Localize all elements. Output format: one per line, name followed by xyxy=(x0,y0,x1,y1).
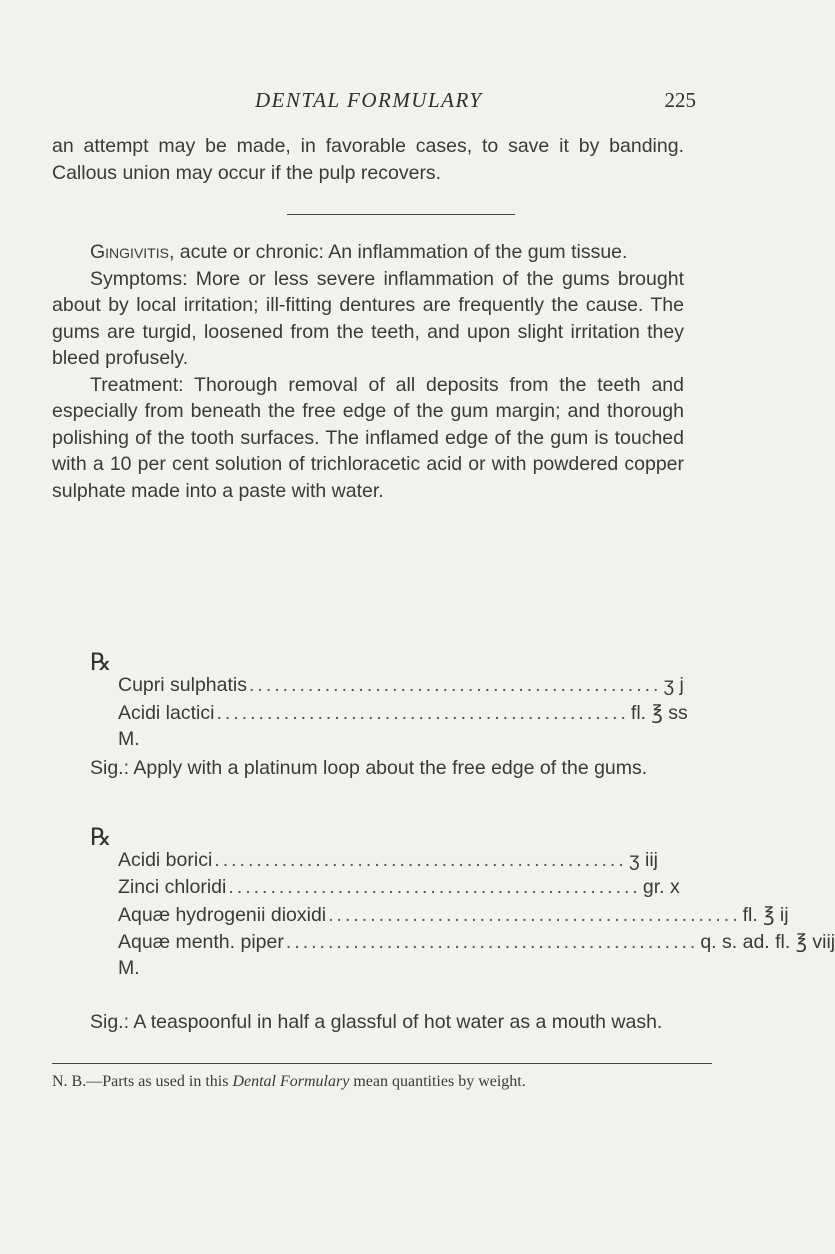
treatment-paragraph: Treatment: Thorough removal of all deposits from the teeth and especially from beneath the free edge of the gum margin; and thorough polishing of the tooth surfaces. The inflamed edge of the gum is touched with a 10 per cent solution of trichloracetic acid or with powdered copper sulphate made into a paste with water. xyxy=(52,373,684,502)
rx-item-qty: fl. ℥ ss xyxy=(630,702,688,724)
gingivitis-term: Gingivitis, xyxy=(90,241,175,263)
rx-item xyxy=(118,849,658,876)
misce: M. xyxy=(118,957,140,979)
leader-dots: ................................................. xyxy=(216,702,629,724)
footnote-text: N. B.—Parts as used in this xyxy=(52,1073,233,1090)
rx-item-name: Acidi borici xyxy=(118,849,213,871)
gingivitis-section xyxy=(52,239,684,504)
footnote xyxy=(52,1072,712,1092)
leader-dots: ................................................. xyxy=(214,849,627,871)
rx-item-qty: gr. x xyxy=(642,876,680,898)
symptoms-paragraph: Symptoms: More or less severe inflammation of the gums brought about by local irritation; ill-fitting dentures are frequently the cause. The gums are turgid, loosened from the teeth, and upon slight irritation they bleed profusely. xyxy=(52,267,684,369)
leader-dots: ................................................. xyxy=(285,931,699,953)
rx-item xyxy=(118,674,684,701)
signa-1: Sig.: Apply with a platinum loop about the free edge of the gums. xyxy=(90,757,648,779)
footnote-text-end: mean quantities by weight. xyxy=(349,1073,526,1090)
rx-item-qty: ʒ iij xyxy=(628,849,658,871)
leader-dots: ................................................. xyxy=(328,904,741,926)
leader-dots: ................................................. xyxy=(248,674,662,696)
signa-2: Sig.: A teaspoonful in half a glassful of hot water as a mouth wash. xyxy=(90,1011,663,1033)
rx-item-qty: fl. ℥ ij xyxy=(742,904,789,926)
rx-item xyxy=(118,876,680,903)
paragraph-continuation: an attempt may be made, in favorable cases, to save it by banding. Callous union may occur if the pulp recovers. xyxy=(52,135,684,184)
rx-symbol: ℞ xyxy=(90,650,112,676)
rx-item-name: Zinci chloridi xyxy=(118,876,227,898)
rx-item xyxy=(118,903,789,930)
rx-item-qty: q. s. ad. fl. ℥ viij xyxy=(700,931,835,953)
misce: M. xyxy=(118,728,140,750)
footnote-rule xyxy=(52,1063,712,1064)
rx-item-name: Acidi lactici xyxy=(118,702,215,724)
page-header xyxy=(0,88,800,118)
footnote-italic: Dental Formulary xyxy=(232,1073,350,1090)
section-divider xyxy=(287,214,515,215)
rx-item-name: Cupri sulphatis xyxy=(118,674,247,696)
rx-item-name: Aquæ menth. piper xyxy=(118,931,284,953)
rx-item-name: Aquæ hydrogenii dioxidi xyxy=(118,904,327,926)
rx-item xyxy=(118,930,835,957)
leader-dots: ................................................. xyxy=(228,876,641,898)
page-number: 225 xyxy=(664,88,696,112)
gingivitis-definition xyxy=(52,239,684,266)
gingivitis-definition-text: acute or chronic: An inflammation of the gum tissue. xyxy=(174,241,628,263)
running-title: DENTAL FORMULARY xyxy=(255,88,483,112)
rx-symbol: ℞ xyxy=(90,825,112,851)
rx-item-qty: ʒ j xyxy=(663,674,684,696)
rx-item xyxy=(118,701,688,728)
